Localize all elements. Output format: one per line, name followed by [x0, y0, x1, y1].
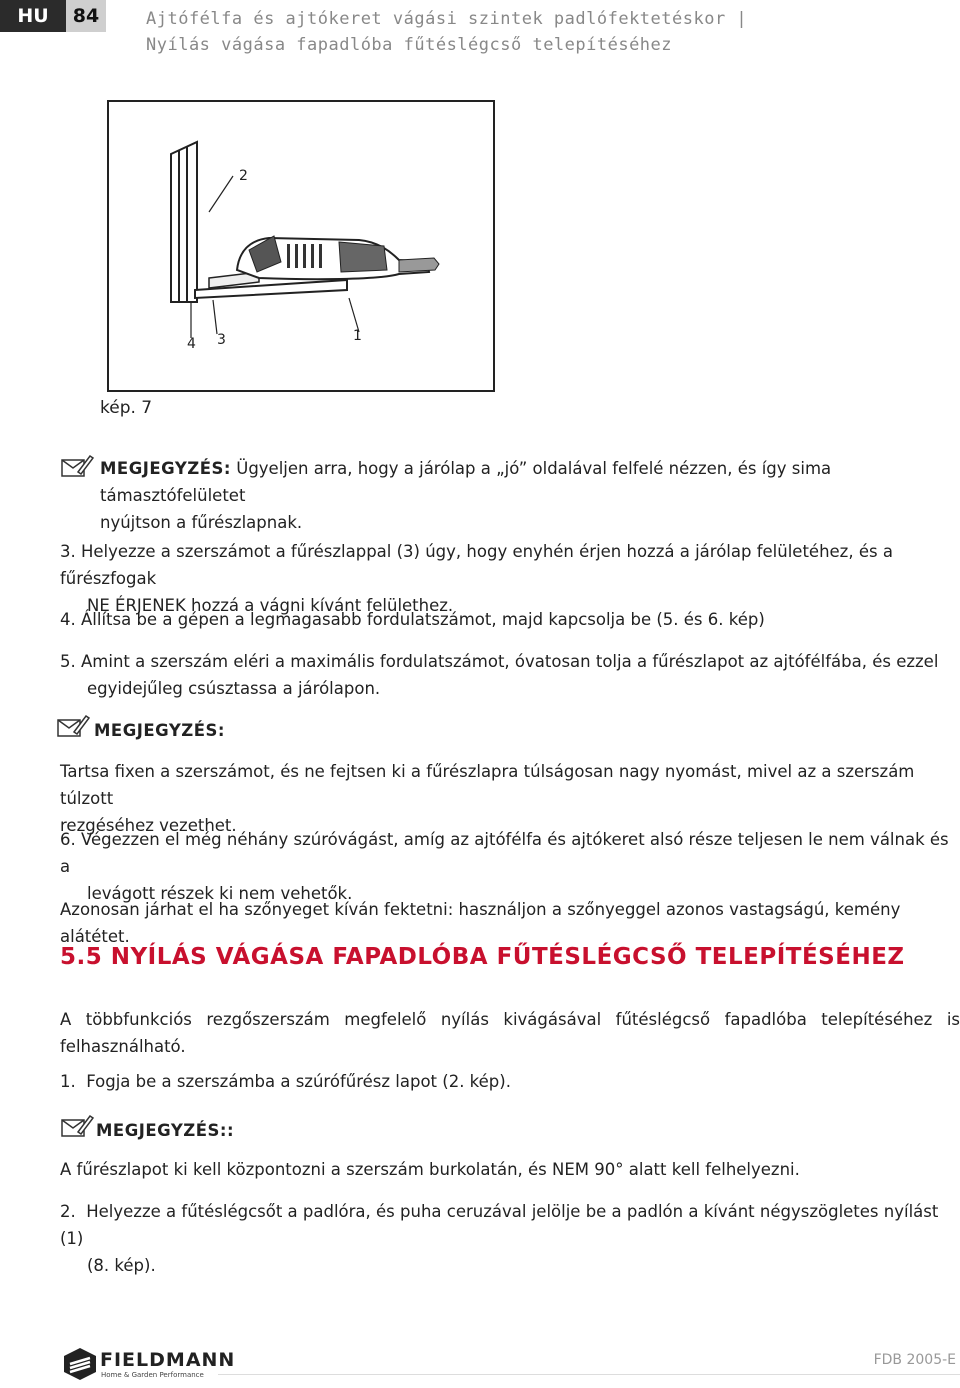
step-4	[60, 606, 960, 633]
running-header	[146, 6, 747, 58]
section-intro	[60, 1006, 960, 1060]
page-number-text: 84	[72, 5, 100, 27]
step-5	[60, 648, 960, 702]
fieldmann-logo	[60, 1346, 236, 1382]
note-2-line1: Tartsa fixen a szerszámot, és ne fejtsen ki a fűrészlapra túlságosan nagy nyomást, mivel az a szerszám túlzott	[60, 762, 915, 808]
step-number: 1.	[60, 1072, 76, 1091]
callout-2: 2	[239, 168, 248, 184]
section-intro-line2: felhasználható.	[60, 1037, 186, 1056]
model-code: FDB 2005-E	[873, 1352, 956, 1368]
step-6	[60, 826, 960, 907]
note-1	[100, 455, 960, 536]
carpet-paragraph: Azonosan járhat el ha szőnyeget kíván fektetni: használjon a szőnyeggel azonos vastagságú, kemény alátétet.	[60, 900, 901, 946]
step-text: Amint a szerszám eléri a maximális fordulatszámot, óvatosan tolja a fűrészlapot az ajtófélfába, és ezzel	[81, 652, 939, 671]
note-1-label: MEGJEGYZÉS:	[100, 459, 231, 478]
brand-tagline: Home & Garden Performance	[101, 1371, 204, 1379]
note-icon	[60, 454, 94, 478]
language-badge	[0, 0, 66, 32]
step-text: Helyezze a fűtéslégcsőt a padlóra, és puha ceruzával jelölje be a padlón a kívánt négyszögletes nyílást (1)	[60, 1202, 939, 1248]
step-text: Végezzen el még néhány szúróvágást, amíg az ajtófélfa és ajtókeret alsó része teljesen le nem válnak és a	[60, 830, 949, 876]
step-text-cont: NE ÉRJENEK hozzá a vágni kívánt felülethez.	[87, 596, 454, 615]
note-3-label: MEGJEGYZÉS::	[96, 1121, 235, 1140]
page-number	[66, 0, 106, 32]
step-number: 4.	[60, 610, 76, 629]
note-1-text-2: nyújtson a fűrészlapnak.	[100, 513, 303, 532]
note-3-text: A fűrészlapot ki kell központozni a szerszám burkolatán, és NEM 90° alatt kell felhelyezni.	[60, 1160, 800, 1179]
note-icon	[60, 1114, 94, 1138]
callout-4: 4	[187, 336, 196, 352]
step-text: Fogja be a szerszámba a szúrófűrész lapot (2. kép).	[86, 1072, 511, 1091]
note-2-line2: rezgéséhez vezethet.	[60, 816, 237, 835]
fieldmann-emblem-icon	[60, 1346, 100, 1382]
footer-divider	[218, 1374, 960, 1375]
step-number: 3.	[60, 542, 76, 561]
section-title: 5.5 NYÍLÁS VÁGÁSA FAPADLÓBA FŰTÉSLÉGCSŐ TELEPÍTÉSÉHEZ	[60, 944, 905, 970]
running-header-line1: Ajtófélfa és ajtókeret vágási szintek padlófektetéskor |	[146, 9, 748, 29]
running-header-line2: Nyílás vágása fapadlóba fűtéslégcső telepítéséhez	[146, 35, 673, 55]
note-2-label: MEGJEGYZÉS:	[94, 721, 225, 740]
step-text: Állítsa be a gépen a legmagasabb fordulatszámot, majd kapcsolja be (5. és 6. kép)	[81, 610, 765, 629]
note-1-text: Ügyeljen arra, hogy a járólap a „jó” oldalával felfelé nézzen, és így sima támasztófelületet	[100, 459, 832, 505]
brand-name: FIELDMANN	[100, 1349, 236, 1371]
step-text: Helyezze a szerszámot a fűrészlappal (3) úgy, hogy enyhén érjen hozzá a járólap felületéhez, és a fűrészfogak	[60, 542, 893, 588]
section-step-1	[60, 1068, 960, 1095]
step-text-cont: (8. kép).	[87, 1256, 156, 1275]
note-icon	[56, 714, 90, 738]
language-code: HU	[17, 5, 49, 27]
figure-caption: kép. 7	[100, 398, 153, 418]
step-text-cont: levágott részek ki nem vehetők.	[87, 884, 353, 903]
step-number: 5.	[60, 652, 76, 671]
section-step-2	[60, 1198, 960, 1279]
callout-3: 3	[217, 332, 226, 348]
step-number: 6.	[60, 830, 76, 849]
tool-illustration	[109, 102, 493, 390]
step-number: 2.	[60, 1202, 76, 1221]
figure-7	[107, 100, 495, 392]
callout-1: 1	[353, 328, 362, 344]
step-text-cont: egyidejűleg csúsztassa a járólapon.	[87, 679, 381, 698]
section-intro-line1: A többfunkciós rezgőszerszám megfelelő nyílás kivágásával fűtéslégcső fapadlóba telepítéséhez is	[60, 1010, 960, 1029]
